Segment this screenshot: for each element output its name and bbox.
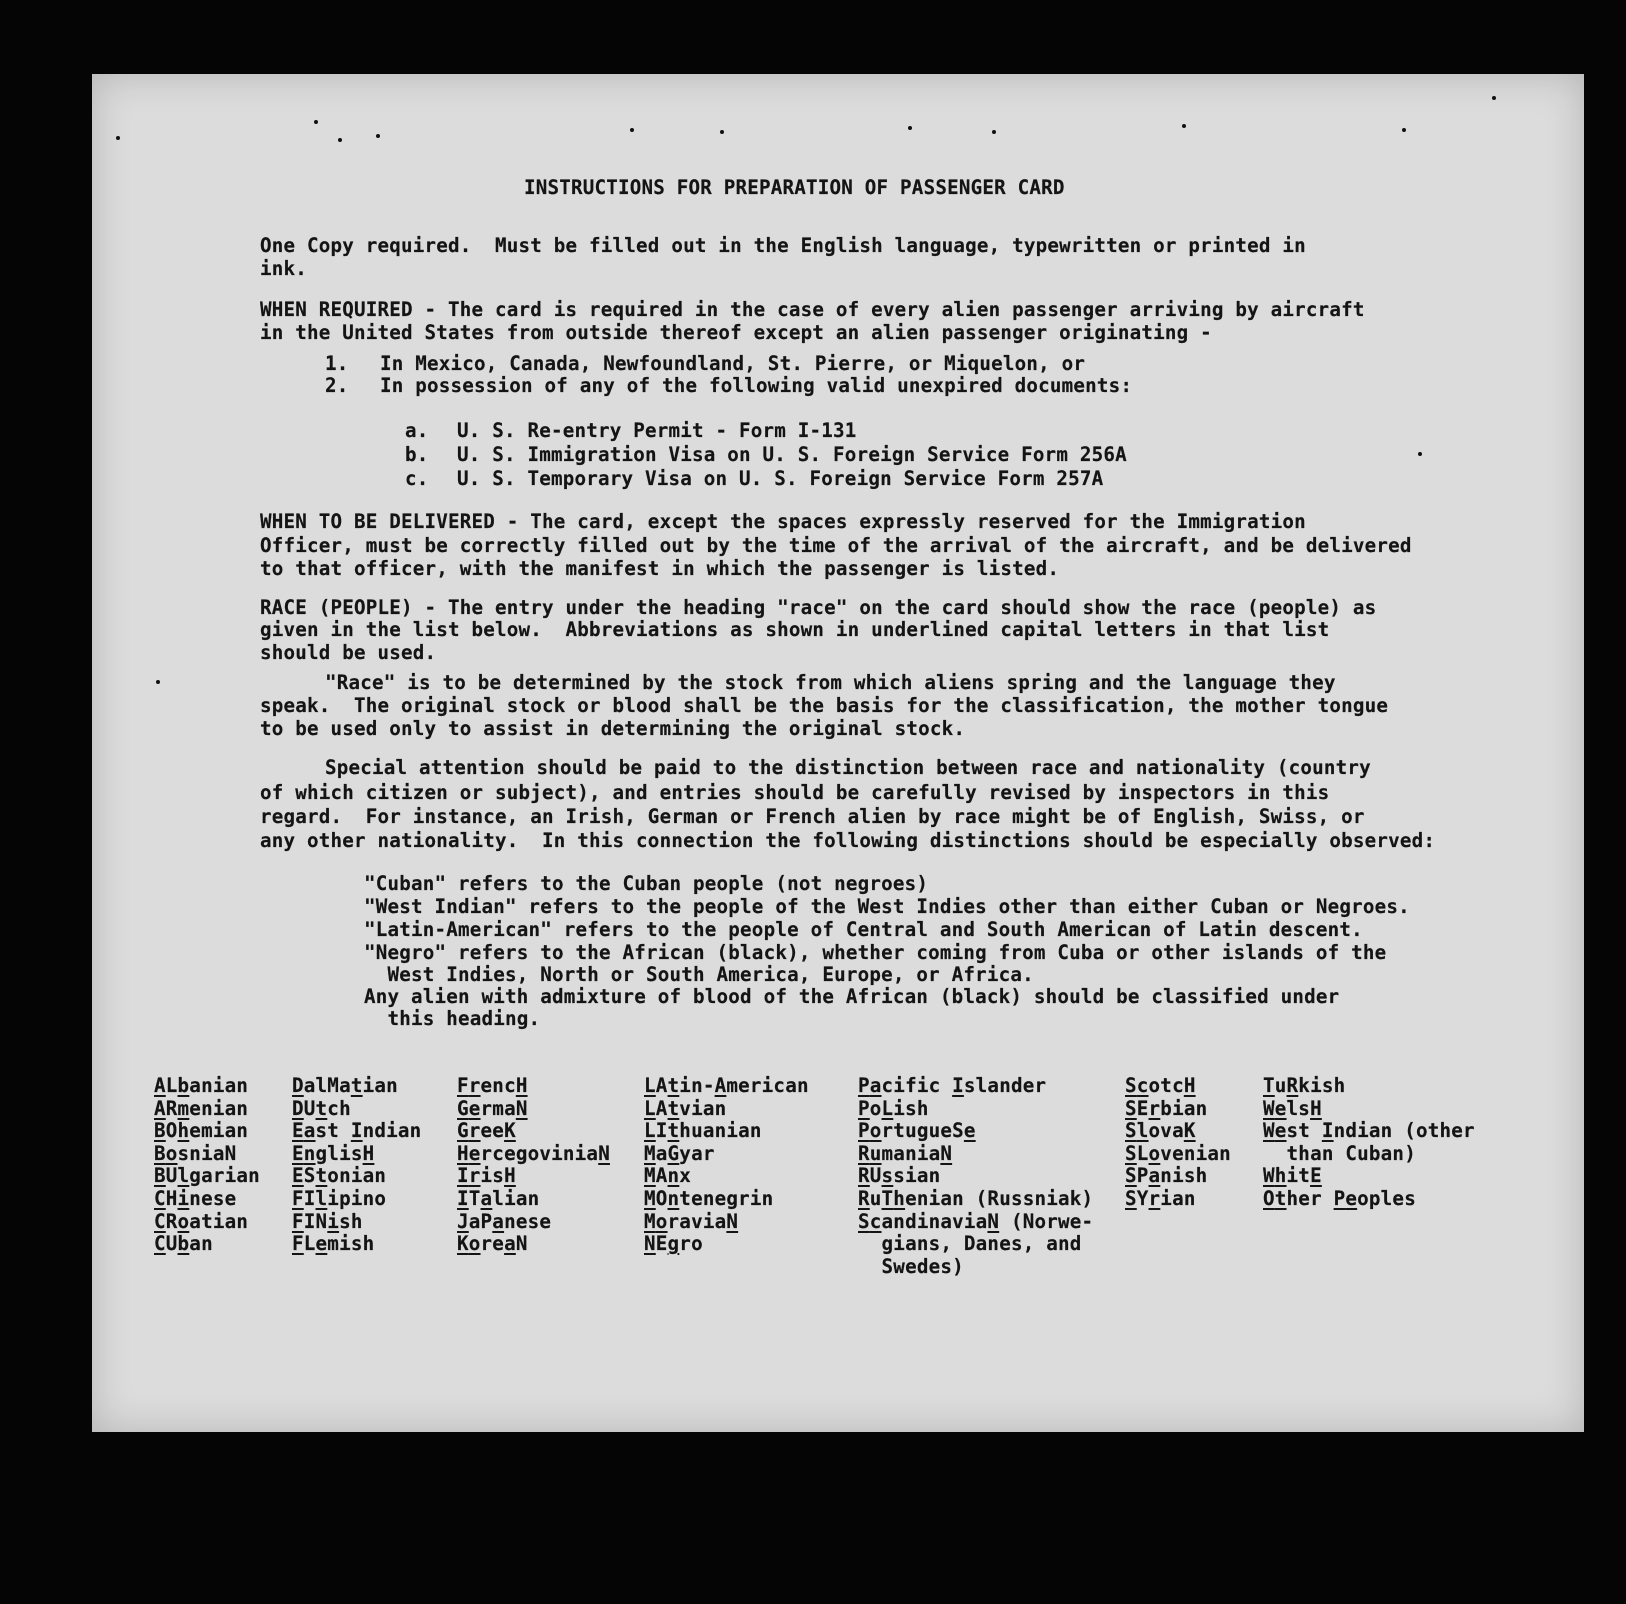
scan-speck bbox=[720, 130, 724, 134]
when-delivered-line-1: WHEN TO BE DELIVERED - The card, except the spaces expressly reserved for the Immigration bbox=[260, 510, 1306, 533]
race-entry: DUtch bbox=[292, 1096, 351, 1120]
intro-line-1: One Copy required. Must be filled out in the English language, typewritten or printed in bbox=[260, 234, 1306, 257]
race-section-line-2: given in the list below. Abbreviations as shown in underlined capital letters in that list bbox=[260, 618, 1330, 641]
when-delivered-line-2: Officer, must be correctly filled out by the time of the arrival of the aircraft, and be delivered bbox=[260, 534, 1412, 557]
race-definition-line-2: speak. The original stock or blood shall be the basis for the classification, the mother tongue bbox=[260, 694, 1389, 717]
race-entry: than Cuban) bbox=[1286, 1141, 1416, 1165]
condition-text: In possession of any of the following valid unexpired documents: bbox=[380, 374, 1133, 397]
special-attention-line-4: any other nationality. In this connection the following distinctions should be especially observed: bbox=[260, 829, 1436, 852]
special-attention-line-2: of which citizen or subject), and entries should be carefully revised by inspectors in this bbox=[260, 781, 1330, 804]
race-entry: LAtvian bbox=[644, 1096, 727, 1120]
race-entry: PoLish bbox=[858, 1096, 929, 1120]
race-entry: MOntenegrin bbox=[644, 1187, 774, 1210]
race-entry: SYrian bbox=[1125, 1187, 1196, 1210]
race-entry: LAtin-American bbox=[644, 1074, 809, 1097]
race-entry: GreeK bbox=[457, 1119, 516, 1143]
race-entry: PortugueSe bbox=[858, 1119, 976, 1143]
intro-line-2: ink. bbox=[260, 257, 308, 280]
scan-speck bbox=[1402, 128, 1406, 132]
race-entry: MAnx bbox=[644, 1164, 692, 1188]
race-entry: MoraviaN bbox=[644, 1209, 739, 1233]
race-entry: SlovaK bbox=[1125, 1119, 1196, 1143]
condition-number: 2. bbox=[325, 374, 349, 397]
race-section-line-3: should be used. bbox=[260, 641, 437, 664]
race-entry: BUlgarian bbox=[154, 1164, 260, 1188]
condition-text: In Mexico, Canada, Newfoundland, St. Pierre, or Miquelon, or bbox=[380, 352, 1086, 375]
race-entry: East Indian bbox=[292, 1119, 422, 1143]
race-entry: ScotcH bbox=[1125, 1074, 1196, 1097]
race-section-line-1: RACE (PEOPLE) - The entry under the heading "race" on the card should show the race (people) as bbox=[260, 596, 1377, 619]
document-item: U. S. Temporary Visa on U. S. Foreign Service Form 257A bbox=[457, 467, 1104, 490]
race-entry: GermaN bbox=[457, 1096, 528, 1120]
race-entry: SLovenian bbox=[1125, 1141, 1231, 1165]
scan-speck bbox=[116, 136, 120, 140]
distinction-line: West Indies, North or South America, Europe, or Africa. bbox=[364, 963, 1034, 986]
distinction-line: "Cuban" refers to the Cuban people (not negroes) bbox=[364, 872, 929, 895]
race-entry: ARmenian bbox=[154, 1096, 249, 1120]
race-entry: HercegoviniaN bbox=[457, 1141, 610, 1165]
race-entry: ITalian bbox=[457, 1187, 540, 1210]
scan-speck bbox=[992, 130, 996, 134]
race-entry: FLemish bbox=[292, 1232, 375, 1256]
race-entry: EStonian bbox=[292, 1164, 387, 1188]
scan-speck bbox=[338, 138, 342, 142]
special-attention-line-3: regard. For instance, an Irish, German or French alien by race might be of English, Swiss, or bbox=[260, 805, 1365, 828]
distinction-line: "Latin-American" refers to the people of Central and South American of Latin descent. bbox=[364, 918, 1363, 941]
race-entry: FIlipino bbox=[292, 1187, 387, 1210]
race-entry: CUban bbox=[154, 1232, 213, 1256]
race-entry: Other Peoples bbox=[1263, 1187, 1416, 1210]
scan-speck bbox=[908, 126, 912, 130]
document-item: U. S. Re-entry Permit - Form I-131 bbox=[457, 419, 857, 442]
condition-number: 1. bbox=[325, 352, 349, 375]
race-entry: BosniaN bbox=[154, 1141, 237, 1165]
race-entry: Swedes) bbox=[881, 1254, 964, 1278]
race-entry: WhitE bbox=[1263, 1164, 1322, 1188]
race-entry: RUssian bbox=[858, 1164, 941, 1188]
document-title: INSTRUCTIONS FOR PREPARATION OF PASSENGER CARD bbox=[524, 176, 1065, 199]
race-entry: DalMatian bbox=[292, 1074, 398, 1097]
scan-speck bbox=[630, 128, 634, 132]
race-entry: RumaniaN bbox=[858, 1141, 953, 1165]
race-entry: KoreaN bbox=[457, 1232, 528, 1256]
race-entry: BOhemian bbox=[154, 1119, 249, 1143]
race-entry: FINish bbox=[292, 1209, 363, 1233]
distinction-line: Any alien with admixture of blood of the African (black) should be classified under bbox=[364, 985, 1340, 1008]
document-item: U. S. Immigration Visa on U. S. Foreign Service Form 256A bbox=[457, 443, 1127, 466]
scan-speck bbox=[1418, 452, 1422, 456]
race-entry: JaPanese bbox=[457, 1209, 552, 1233]
race-entry: TuRkish bbox=[1263, 1074, 1346, 1097]
race-entry: gians, Danes, and bbox=[881, 1232, 1082, 1256]
race-entry: West Indian (other bbox=[1263, 1119, 1475, 1143]
document-letter: a. bbox=[405, 419, 429, 442]
scan-speck bbox=[314, 120, 318, 124]
race-entry: SErbian bbox=[1125, 1096, 1208, 1120]
race-entry: WelsH bbox=[1263, 1096, 1322, 1120]
race-entry: IrisH bbox=[457, 1164, 516, 1188]
race-definition-line-3: to be used only to assist in determining the original stock. bbox=[260, 717, 966, 740]
race-entry: ALbanian bbox=[154, 1074, 249, 1097]
scan-speck bbox=[156, 680, 160, 684]
scan-speck bbox=[376, 134, 380, 138]
when-required-line-2: in the United States from outside thereof except an alien passenger originating - bbox=[260, 321, 1212, 344]
distinction-line: this heading. bbox=[364, 1007, 541, 1030]
race-entry: RuThenian (Russniak) bbox=[858, 1187, 1094, 1210]
document-page bbox=[92, 74, 1584, 1432]
when-required-line-1: WHEN REQUIRED - The card is required in the case of every alien passenger arriving by aircraft bbox=[260, 298, 1365, 321]
special-attention-line-1: Special attention should be paid to the distinction between race and nationality (country bbox=[325, 756, 1371, 779]
race-entry: SPanish bbox=[1125, 1164, 1208, 1188]
race-entry: LIthuanian bbox=[644, 1119, 762, 1143]
document-letter: b. bbox=[405, 443, 429, 466]
distinction-line: "West Indian" refers to the people of the West Indies other than either Cuban or Negroes. bbox=[364, 895, 1410, 918]
race-entry: FrencH bbox=[457, 1074, 528, 1097]
distinction-line: "Negro" refers to the African (black), whether coming from Cuba or other islands of the bbox=[364, 941, 1387, 964]
scan-speck bbox=[1492, 96, 1496, 100]
document-letter: c. bbox=[405, 467, 429, 490]
when-delivered-line-3: to that officer, with the manifest in which the passenger is listed. bbox=[260, 557, 1060, 580]
race-entry: CRoatian bbox=[154, 1209, 249, 1233]
race-entry: Pacific Islander bbox=[858, 1074, 1047, 1097]
race-entry: MaGyar bbox=[644, 1141, 715, 1165]
race-entry: CHinese bbox=[154, 1187, 237, 1210]
race-entry: EnglisH bbox=[292, 1141, 375, 1165]
race-entry: ScandinaviaN (Norwe- bbox=[858, 1209, 1094, 1233]
scan-speck bbox=[1182, 124, 1186, 128]
race-definition-line-1: "Race" is to be determined by the stock from which aliens spring and the language they bbox=[325, 671, 1336, 694]
race-entry: NEgro bbox=[644, 1232, 703, 1256]
